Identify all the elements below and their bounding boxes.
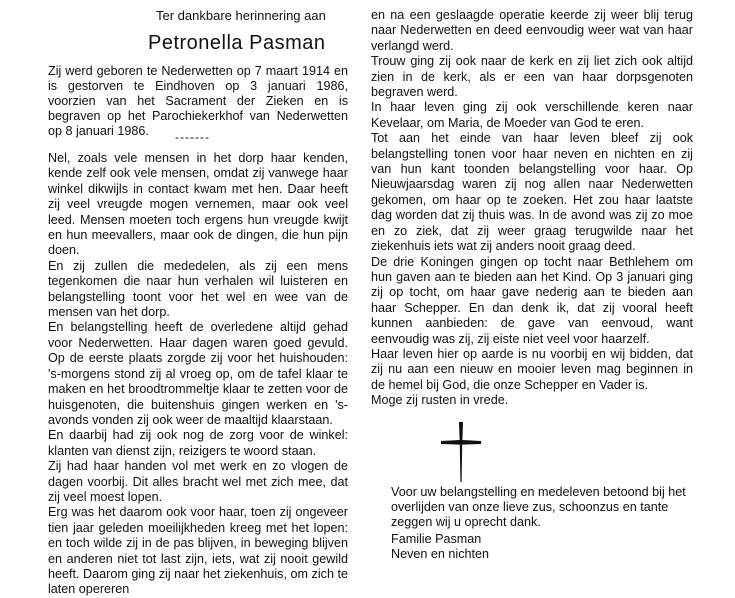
paragraph: Tot aan het einde van haar leven bleef zij ook belangstelling tonen voor haar neven en nichten en zij van hun kant toonden belangstelling voor haar. Op Nieuwjaarsdag waren zij nog allen naar Nederwetten gekomen, om haar op te zoeken. Het zou haar laatste dag worden dat zij thuis was. In de avond was zij zo moe en zo ziek, dat zij weer graag terugwilde naar het ziekenhuis iets wat zij anders nooit graag deed. bbox=[371, 131, 693, 254]
paragraph: En zij zullen die mededelen, als zij een mens tegenkomen die naar hun verhalen wil luisteren en belangstelling toont voor het wel en wee van de mensen van het dorp. bbox=[48, 258, 348, 320]
paragraph: Trouw ging zij ook naar de kerk en zij liet zich ook altijd zien in de kerk, als er een van haar dorpsgenoten begraven werd. bbox=[371, 54, 693, 100]
paragraph: En belangstelling heeft de overledene altijd gehad voor Nederwetten. Haar dagen waren goed gevuld. Op de eerste plaats zorgde zij voor het huishouden: 's-morgens stond zij al vroeg op, om de tafel klaar te maken en het broodtrommeltje klaar te zetten voor de huisgenoten, die buitenshuis gingen werken en 's-avonds vonden zij ook weer de maaltijd klaarstaan. bbox=[48, 320, 348, 427]
signature bbox=[391, 532, 489, 562]
paragraph: Moge zij rusten in vrede. bbox=[371, 393, 509, 408]
left-body-text bbox=[48, 151, 348, 598]
paragraph: In haar leven ging zij ook verschillende keren naar Kevelaar, om Maria, de Moeder van God te eren. bbox=[371, 100, 693, 130]
dedication-line: Ter dankbare herinnering aan bbox=[156, 8, 326, 23]
thanks-paragraph: Voor uw belangstelling en medeleven betoond bij het overlijden van onze lieve zus, schoonzus en tante zeggen wij u oprecht dank. bbox=[391, 485, 686, 529]
intro-paragraph: Zij werd geboren te Nederwetten op 7 maart 1914 en is gestorven te Eindhoven op 3 januari 1986, voorzien van het Sacrament der Zieken en is begraven op het Parochiekerkhof van Nederwetten op 8 januari 1986. bbox=[48, 64, 348, 138]
paragraph: Nel, zoals vele mensen in het dorp haar kenden, kende zelf ook vele mensen, omdat zij vanwege haar winkel dikwijls in contact kwam met hen. Daar heeft zij veel vreugde mogen vernemen, maar ook veel leed. Mensen moeten toch ergens hun vreugde kwijt en hun meevallers, maar ook de dingen, die hun pijn doen. bbox=[48, 151, 348, 258]
signature-relatives: Neven en nichten bbox=[391, 547, 490, 561]
paragraph: Zij had haar handen vol met werk en zo vlogen de dagen voorbij. Dit alles bracht wel met zich mee, dat zij veel moest lopen. bbox=[48, 459, 348, 504]
divider-dashes: ------- bbox=[175, 130, 210, 144]
paragraph: en na een geslaagde operatie keerde zij weer blij terug naar Nederwetten en deed eenvoudig weer wat van haar verlangd werd. bbox=[371, 8, 693, 53]
paragraph: Erg was het daarom ook voor haar, toen zij ongeveer tien jaar geleden moeilijkheden kreeg met het lopen: en toch wilde zij in de pas blijven, in beweging blijven en anderen niet tot last zijn, iets, wat zij nooit gewild heeft. Daarom ging zij naar het ziekenhuis, om zich te laten opereren bbox=[48, 505, 348, 597]
paragraph: En daarbij had zij ook nog de zorg voor de winkel: klanten van dienst zijn, reizigers te woord staan. bbox=[48, 428, 348, 458]
right-body-text bbox=[371, 8, 693, 409]
deceased-name: Petronella Pasman bbox=[148, 32, 326, 54]
paragraph: De drie Koningen gingen op tocht naar Bethlehem om hun gaven aan te bieden aan het Kind. Op 3 januari ging zij op tocht, om haar gave nederig aan te bieden aan haar Schepper. En dan denk ik, dat zij vooral heeft kunnen aanbieden: de gave van eenvoud, want eenvoudig was zij, zij eiste niet veel voor haarzelf. bbox=[371, 254, 693, 346]
cross-icon bbox=[439, 420, 483, 484]
signature-family: Familie Pasman bbox=[391, 532, 482, 546]
paragraph: Haar leven hier op aarde is nu voorbij en wij bidden, dat zij nu aan een nieuw en mooier leven mag beginnen in de hemel bij God, die onze Schepper en Vader is. bbox=[371, 346, 693, 392]
